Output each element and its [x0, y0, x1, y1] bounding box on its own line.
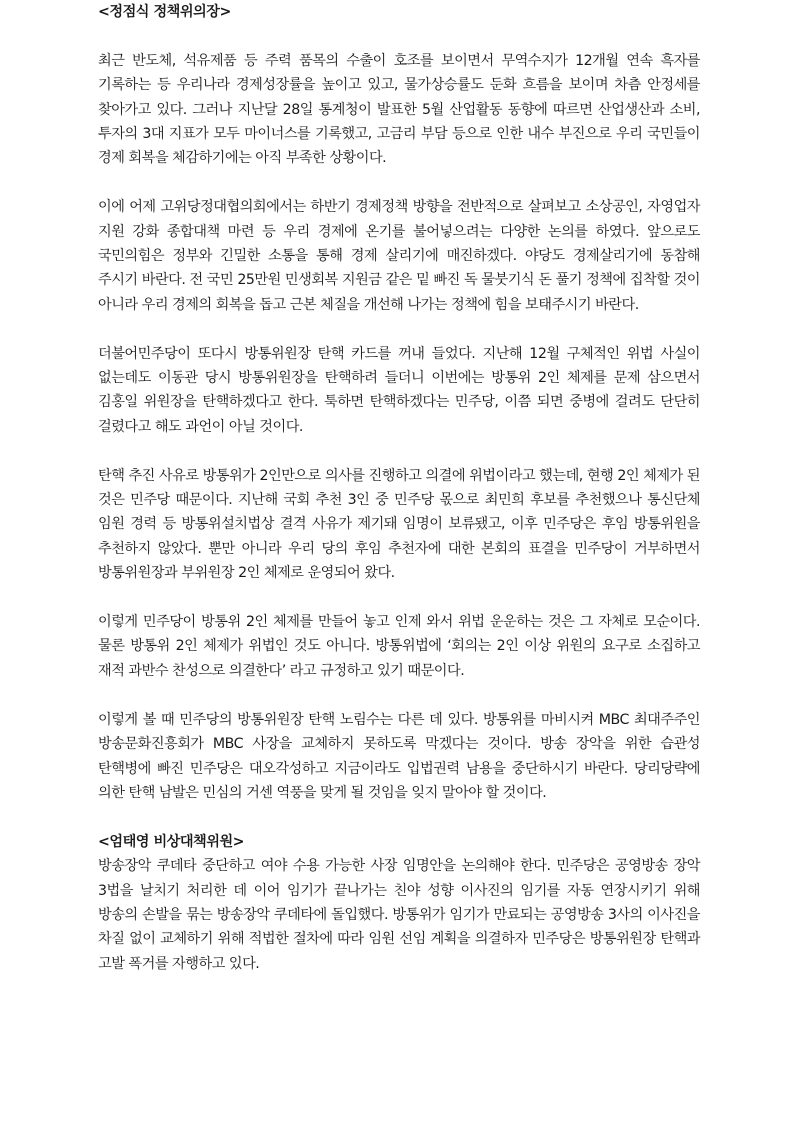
paragraph-gap: [98, 24, 700, 48]
paragraph-gap: [98, 683, 700, 707]
paragraph-gap: [98, 171, 700, 195]
paragraph: 이에 어제 고위당정대협의회에서는 하반기 경제정책 방향을 전반적으로 살펴보고 소상공인, 자영업자 지원 강화 종합대책 마련 등 우리 경제에 온기를 불어넣으려는 다양한 논의를 하였다. 앞으로도 국민의힘은 정부와 긴밀한 소통을 통해 경제 살리기에 매진하겠다. 야당도 경제살리기에 동참해 주시기 바란다. 전 국민 25만원 민생회복 지원금 같은 밑 빠진 독 물붓기식 돈 풀기 정책에 집착할 것이 아니라 우리 경제의 회복을 돕고 근본 체질을 개선해 나가는 정책에 힘을 보태주시기 바란다.: [98, 199, 700, 313]
paragraph: 탄핵 추진 사유로 방통위가 2인만으로 의사를 진행하고 의결에 위법이라고 했는데, 현행 2인 체제가 된 것은 민주당 때문이다. 지난해 국회 추천 3인 중 민주당 몫으로 최민희 후보를 추천했으나 통신단체 임원 경력 등 방통위설치법상 결격 사유가 제기돼 임명이 보류됐고, 이후 민주당은 후임 방통위원을 추천하지 않았다. 뿐만 아니라 우리 당의 후임 추천자에 대한 본회의 표결을 민주당이 거부하면서 방통위원장과 부위원장 2인 체제로 운영되어 왔다.: [98, 467, 700, 582]
paragraph: 방송장악 쿠데타 중단하고 여야 수용 가능한 사장 임명안을 논의해야 한다. 민주당은 공영방송 장악 3법을 날치기 처리한 데 이어 임기가 끝나가는 친야 성향 이사진의 임기를 자동 연장시키기 위해 방송의 손발을 묶는 방송장악 쿠데타에 돌입했다. 방통위가 임기가 만료되는 공영방송 3사의 이사진을 차질 없이 교체하기 위해 적법한 절차에 따라 임원 선임 계획을 의결하자 민주당은 방통위원장 탄핵과 고발 폭거를 자행하고 있다.: [98, 858, 700, 972]
paragraph-gap: [98, 317, 700, 341]
paragraph-gap: [98, 586, 700, 610]
paragraph: 더불어민주당이 또다시 방통위원장 탄핵 카드를 꺼내 들었다. 지난해 12월 구체적인 위법 사실이 없는데도 이동관 당시 방통위원장을 탄핵하려 들더니 이번에는 방통위 2인 체제를 문제 삼으면서 김홍일 위원장을 탄핵하겠다고 한다. 툭하면 탄핵하겠다는 민주당, 이쯤 되면 중병에 걸려도 단단히 걸렸다고 해도 과언이 아닐 것이다.: [98, 345, 700, 435]
document-page: [98, 0, 700, 976]
paragraph: 최근 반도체, 석유제품 등 주력 품목의 수출이 호조를 보이면서 무역수지가 12개월 연속 흑자를 기록하는 등 우리나라 경제성장률을 높이고 있고, 물가상승률도 둔화 흐름을 보이며 차츰 안정세를 찾아가고 있다. 그러나 지난달 28일 통계청이 발표한 5월 산업활동 동향에 따르면 산업생산과 소비, 투자의 3대 지표가 모두 마이너스를 기록했고, 고금리 부담 등으로 인한 내수 부진으로 우리 국민들이 경제 회복을 체감하기에는 아직 부족한 상황이다.: [98, 52, 700, 167]
speaker-heading: <엄태영 비상대책위원>: [98, 833, 245, 850]
paragraph: 이렇게 볼 때 민주당의 방통위원장 탄핵 노림수는 다른 데 있다. 방통위를 마비시켜 MBC 최대주주인 방송문화진흥회가 MBC 사장을 교체하지 못하도록 막겠다는 것이다. 방송 장악을 위한 습관성 탄핵병에 빠진 민주당은 대오각성하고 지금이라도 입법권력 남용을 중단하시기 바란다. 당리당략에 의한 탄핵 남발은 민심의 거센 역풍을 맞게 될 것임을 잊지 말아야 할 것이다.: [98, 711, 700, 801]
paragraph-gap: [98, 805, 700, 829]
speaker-heading: <정점식 정책위의장>: [98, 4, 231, 20]
paragraph-gap: [98, 439, 700, 463]
paragraph: 이렇게 민주당이 방통위 2인 체제를 만들어 놓고 인제 와서 위법 운운하는 것은 그 자체로 모순이다. 물론 방통위 2인 체제가 위법인 것도 아니다. 방통위법에 ‘회의는 2인 이상 위원의 요구로 소집하고 재적 과반수 찬성으로 의결한다’ 라고 규정하고 있기 때문이다.: [98, 614, 700, 679]
